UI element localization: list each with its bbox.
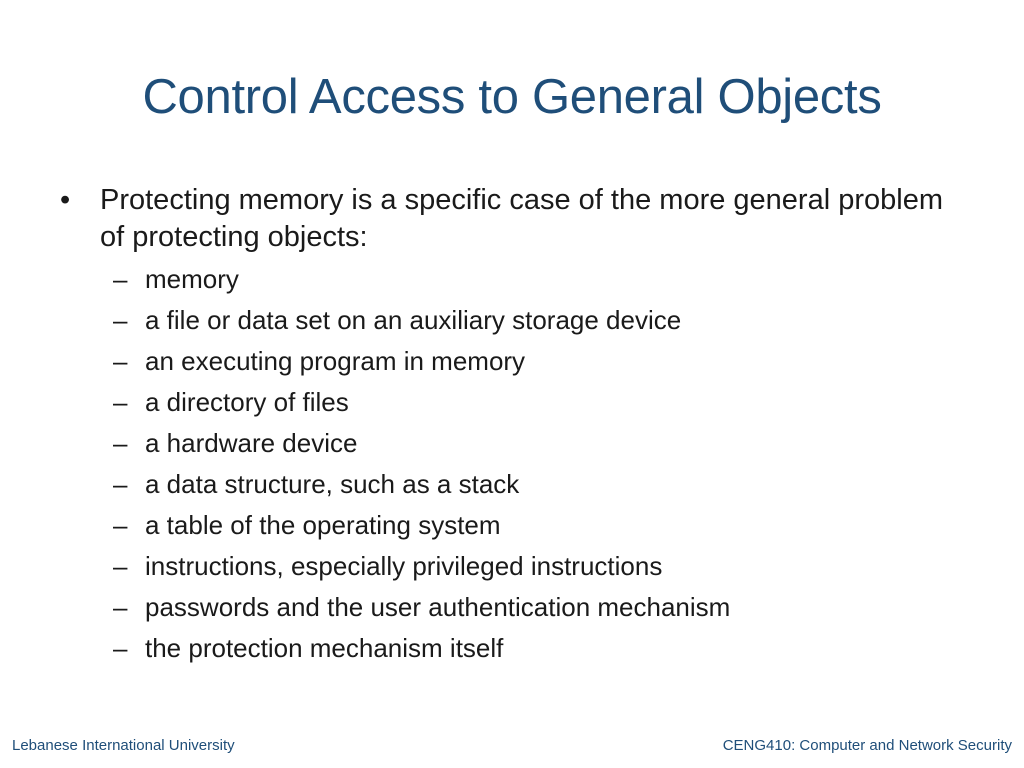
dash-marker: – bbox=[113, 346, 128, 376]
slide-content bbox=[56, 182, 956, 669]
sub-bullet-text: a table of the operating system bbox=[145, 510, 501, 540]
sub-bullet-item bbox=[56, 259, 956, 300]
sub-bullet-text: instructions, especially privileged instructions bbox=[145, 551, 663, 581]
footer-course: CENG410: Computer and Network Security bbox=[722, 737, 1012, 754]
main-bullet-text: Protecting memory is a specific case of the more general problem of protecting objects: bbox=[100, 184, 943, 253]
sub-bullet-item bbox=[56, 505, 956, 546]
sub-bullet-text: a directory of files bbox=[145, 387, 349, 417]
dash-marker: – bbox=[113, 264, 128, 294]
sub-bullet-item bbox=[56, 341, 956, 382]
dash-marker: – bbox=[113, 305, 128, 335]
dash-marker: – bbox=[113, 469, 128, 499]
sub-bullet-item bbox=[56, 546, 956, 587]
sub-bullet-text: passwords and the user authentication mechanism bbox=[145, 592, 731, 622]
sub-bullet-text: a hardware device bbox=[145, 428, 358, 458]
sub-bullet-item bbox=[56, 628, 956, 669]
dash-marker: – bbox=[113, 428, 128, 458]
sub-bullet-text: a data structure, such as a stack bbox=[145, 469, 520, 499]
sub-bullet-text: an executing program in memory bbox=[145, 346, 526, 376]
sub-bullet-item bbox=[56, 300, 956, 341]
sub-bullet-item bbox=[56, 382, 956, 423]
dash-marker: – bbox=[113, 633, 128, 663]
bullet-marker: • bbox=[60, 184, 71, 216]
dash-marker: – bbox=[113, 551, 128, 581]
sub-bullet-text: the protection mechanism itself bbox=[145, 633, 504, 663]
dash-marker: – bbox=[113, 592, 128, 622]
slide-title: Control Access to General Objects bbox=[142, 70, 882, 124]
dash-marker: – bbox=[113, 387, 128, 417]
sub-bullet-list bbox=[56, 259, 956, 669]
footer-university: Lebanese International University bbox=[12, 737, 235, 754]
sub-bullet-text: memory bbox=[145, 264, 239, 294]
main-bullet bbox=[56, 182, 956, 256]
sub-bullet-text: a file or data set on an auxiliary storage device bbox=[145, 305, 682, 335]
dash-marker: – bbox=[113, 510, 128, 540]
sub-bullet-item bbox=[56, 587, 956, 628]
sub-bullet-item bbox=[56, 423, 956, 464]
sub-bullet-item bbox=[56, 464, 956, 505]
